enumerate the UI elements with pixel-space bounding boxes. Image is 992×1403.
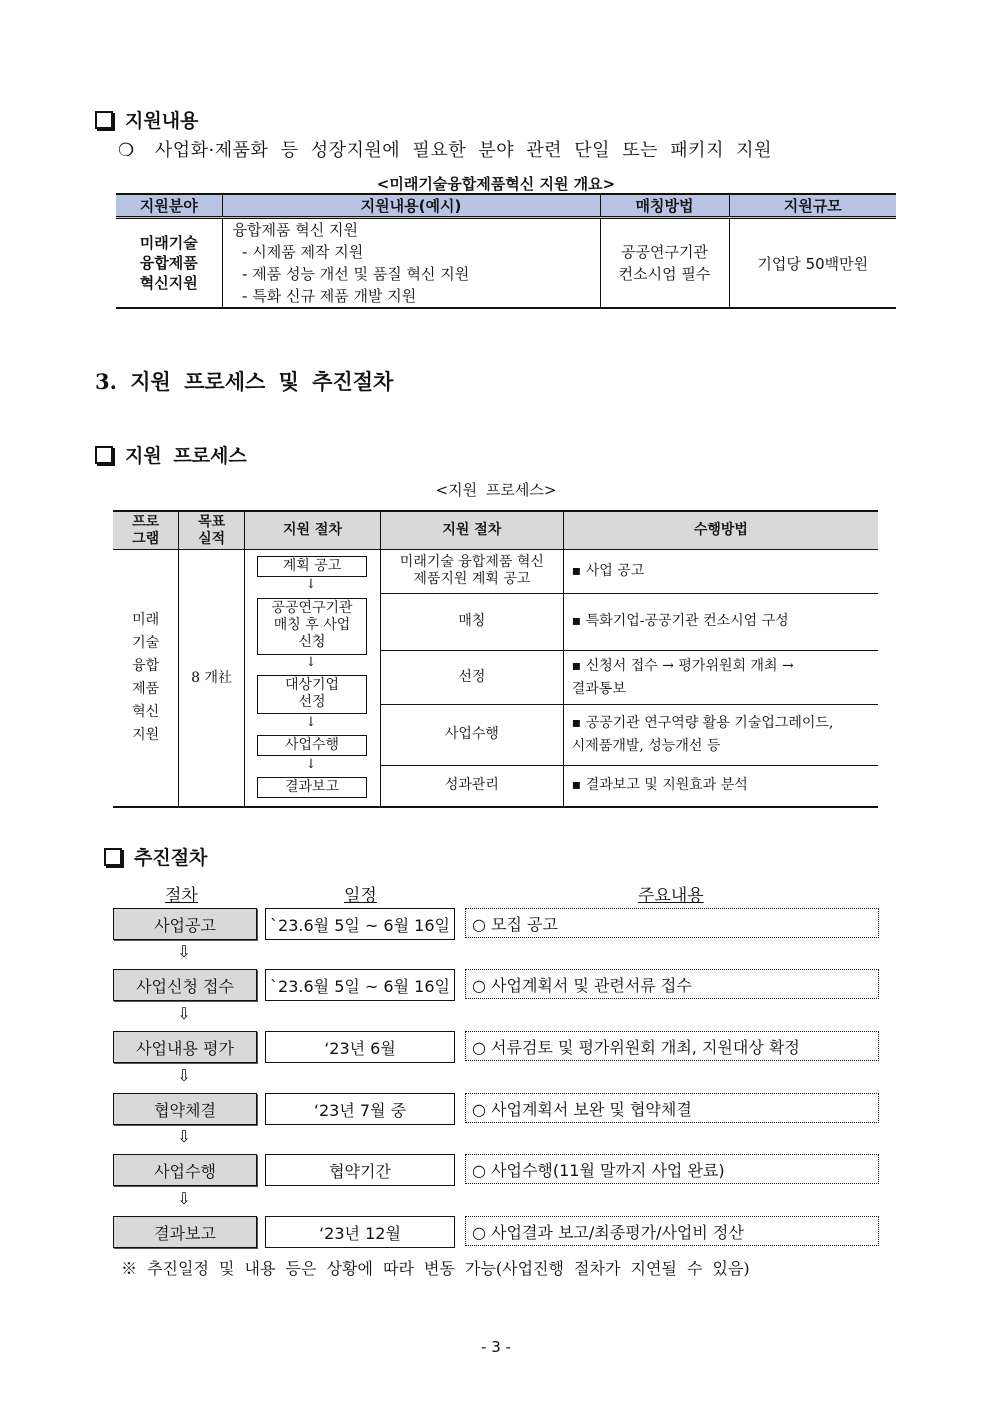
- down-arrow-icon: ↓: [305, 655, 317, 670]
- field-line: 미래기술: [139, 234, 198, 252]
- support-heading: 지원내용: [95, 106, 198, 133]
- down-arrow-icon: ⇩: [177, 1066, 191, 1085]
- overview-header: 지원분야: [116, 194, 222, 218]
- program-line: 혁신: [132, 704, 160, 720]
- schedule-step: 사업내용 평가: [113, 1031, 257, 1063]
- overview-table: [116, 193, 896, 309]
- process-table: [113, 510, 878, 808]
- overview-caption: <미래기술융합제품혁신 지원 개요>: [376, 175, 616, 193]
- checkbox-icon: [104, 848, 122, 866]
- down-arrow-icon: ↓: [305, 577, 317, 592]
- overview-matching-cell: [600, 218, 729, 309]
- program-line: 기술: [132, 635, 160, 651]
- field-line: 혁신지원: [139, 274, 198, 292]
- square-bullet-icon: ▪: [571, 613, 582, 630]
- content-line: - 제품 성능 개선 및 품질 혁신 지원: [232, 265, 470, 283]
- flow-box-report: 결과보고: [257, 777, 367, 798]
- program-cell: [113, 550, 179, 808]
- process-header: 수행방법: [563, 511, 878, 550]
- down-arrow-icon: ⇩: [177, 1189, 191, 1208]
- schedule-content: ○ 사업계획서 보완 및 협약체결: [465, 1093, 879, 1123]
- program-line: 융합: [132, 658, 160, 674]
- schedule-date: ‘23년 12월: [265, 1216, 455, 1248]
- schedule-note: ※ 추진일정 및 내용 등은 상황에 따라 변동 가능(사업진행 절차가 지연될 수 있음): [121, 1259, 750, 1278]
- step-method: [563, 593, 878, 651]
- schedule-step: 결과보고: [113, 1216, 257, 1248]
- schedule-content: ○ 모집 공고: [465, 908, 879, 938]
- step-name: 성과관리: [381, 765, 564, 807]
- matching-line: 공공연구기관: [621, 243, 708, 261]
- schedule-content: ○ 사업결과 보고/최종평가/사업비 정산: [465, 1216, 879, 1246]
- schedule-step: 사업신청 접수: [113, 969, 257, 1001]
- flow-box-execute: 사업수행: [257, 735, 367, 756]
- method-text: 특화기업-공공기관 컨소시엄 구성: [585, 613, 789, 630]
- method-text: 신청서 접수 → 평가위원회 개최 → 결과통보: [571, 657, 794, 697]
- flow-box-announce: 계획 공고: [257, 556, 367, 577]
- support-bullet-text: 사업화·제품화 등 성장지원에 필요한 분야 관련 단일 또는 패키지 지원: [154, 140, 772, 161]
- step-method: [563, 765, 878, 807]
- flow-box-apply: 공공연구기관 매칭 후 사업 신청: [257, 598, 367, 655]
- process-header: 지원 절차: [245, 511, 381, 550]
- schedule-date: `23.6월 5일 ~ 6월 16일: [265, 908, 455, 940]
- step-method: [563, 550, 878, 594]
- overview-field-cell: [116, 218, 222, 309]
- schedule-content: ○ 서류검토 및 평가위원회 개최, 지원대상 확정: [465, 1031, 879, 1061]
- step-name: 사업수행: [381, 705, 564, 766]
- schedule-content: ○ 사업수행(11월 말까지 사업 완료): [465, 1154, 879, 1184]
- schedule-col-step: 절차: [165, 886, 198, 906]
- square-bullet-icon: ▪: [571, 562, 582, 579]
- schedule-content: ○ 사업계획서 및 관련서류 접수: [465, 969, 879, 999]
- target-cell: 8 개社: [179, 550, 245, 808]
- content-line: 융합제품 혁신 지원: [232, 221, 358, 239]
- step-name: 매칭: [381, 593, 564, 651]
- content-line: - 시제품 제작 지원: [232, 243, 364, 261]
- step-name: 미래기술 융합제품 혁신 제품지원 계획 공고: [381, 550, 564, 594]
- matching-line: 컨소시엄 필수: [618, 265, 711, 283]
- step-name: 선정: [381, 651, 564, 705]
- overview-content-cell: [222, 218, 600, 309]
- schedule-step: 사업수행: [113, 1154, 257, 1186]
- down-arrow-icon: ⇩: [177, 942, 191, 961]
- overview-header: 지원규모: [729, 194, 896, 218]
- overview-header: 매칭방법: [600, 194, 729, 218]
- schedule-col-content: 주요내용: [638, 886, 704, 906]
- schedule-date: ‘23년 6월: [265, 1031, 455, 1063]
- program-line: 제품: [132, 681, 160, 697]
- schedule-date: ‘23년 7월 중: [265, 1093, 455, 1125]
- program-line: 미래: [132, 612, 160, 628]
- schedule-step: 협약체결: [113, 1093, 257, 1125]
- down-arrow-icon: ↓: [305, 757, 317, 772]
- field-line: 융합제품: [139, 254, 198, 272]
- content-line: - 특화 신규 제품 개발 지원: [232, 287, 417, 305]
- program-line: 지원: [132, 727, 160, 743]
- schedule-heading: 추진절차: [104, 843, 207, 870]
- checkbox-icon: [95, 446, 113, 464]
- page-number: - 3 -: [481, 1338, 511, 1356]
- flow-box-select: 대상기업 선정: [257, 675, 367, 714]
- method-text: 사업 공고: [585, 562, 645, 579]
- process-header: 지원 절차: [381, 511, 564, 550]
- process-header: 프로 그램: [113, 511, 179, 550]
- section3-title: 3. 지원 프로세스 및 추진절차: [95, 369, 394, 394]
- schedule-step: 사업공고: [113, 908, 257, 940]
- process-header: 목표 실적: [179, 511, 245, 550]
- checkbox-icon: [95, 111, 113, 129]
- flow-cell: [245, 550, 381, 808]
- square-bullet-icon: ▪: [571, 777, 582, 794]
- schedule-col-date: 일정: [344, 886, 377, 906]
- down-arrow-icon: ⇩: [177, 1004, 191, 1023]
- process-caption: <지원 프로세스>: [435, 481, 557, 499]
- overview-header: 지원내용(예시): [222, 194, 600, 218]
- square-bullet-icon: ▪: [571, 714, 582, 731]
- method-text: 결과보고 및 지원효과 분석: [585, 777, 748, 794]
- square-bullet-icon: ▪: [571, 657, 582, 674]
- down-arrow-icon: ↓: [305, 715, 317, 730]
- overview-scale-cell: 기업당 50백만원: [729, 218, 896, 309]
- down-arrow-icon: ⇩: [177, 1127, 191, 1146]
- schedule-date: 협약기간: [265, 1154, 455, 1186]
- support-bullet: [118, 136, 772, 162]
- step-method: [563, 651, 878, 705]
- method-text: 공공기관 연구역량 활용 기술업그레이드, 시제품개발, 성능개선 등: [571, 714, 834, 754]
- process-heading: 지원 프로세스: [95, 441, 247, 468]
- schedule-date: `23.6월 5일 ~ 6월 16일: [265, 969, 455, 1001]
- step-method: [563, 705, 878, 766]
- circle-bullet-icon: ❍: [118, 140, 135, 161]
